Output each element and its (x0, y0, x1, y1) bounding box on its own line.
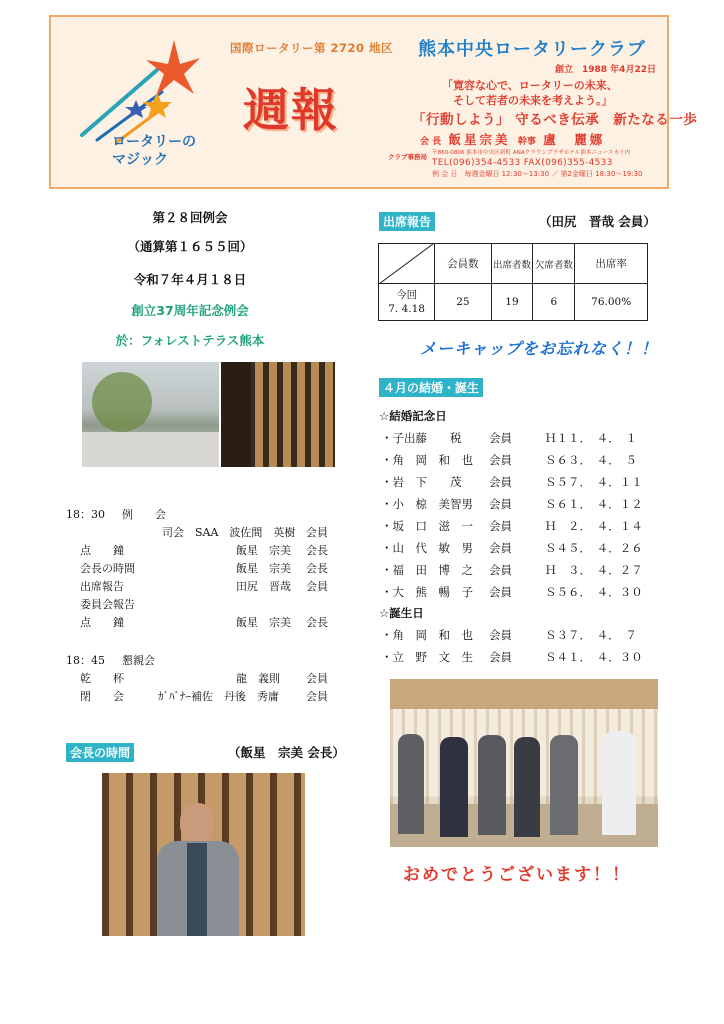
program-item (66, 560, 356, 576)
member-date: Ｓ４１． ４．３０ (545, 650, 643, 664)
meeting-date: 令和７年４月１８日 (133, 272, 247, 287)
program-title: 閉 会 (80, 690, 124, 703)
program-title: 出席報告 (80, 580, 124, 593)
list-item (381, 496, 661, 514)
list-item (381, 562, 661, 580)
newsletter-title: 週報 (243, 83, 339, 137)
program-person: 司会 SAA 波佐間 英樹 (162, 526, 296, 539)
program-title: 点 鐘 (80, 544, 124, 557)
program-item (66, 670, 356, 686)
member-name: ・坂 口 滋 一 (381, 519, 473, 533)
member-role: 会員 (489, 563, 512, 577)
makeup-reminder: メーキャップをお忘れなく！！ (420, 339, 659, 358)
magic-caption: ロータリーの マジック (112, 134, 196, 168)
program-person: 飯星 宗美 (236, 562, 291, 575)
value-rate: 76.00% (575, 284, 648, 321)
value-absent: 6 (533, 284, 575, 321)
birthday-title: ☆誕生日 (379, 606, 424, 620)
list-item (381, 518, 661, 536)
header-present: 出席者数 (491, 244, 533, 284)
list-item (381, 452, 661, 470)
program-person: ｶﾞﾊﾞﾅｰ補佐 丹後 秀庸 (158, 690, 279, 703)
program-title: 会長の時間 (80, 562, 135, 575)
wedding-title: ☆結婚記念日 (379, 409, 447, 423)
member-date: Ｓ５７． ４．１１ (545, 475, 643, 489)
row-label: 今回 7. 4.18 (379, 284, 435, 321)
motto-line-1: 「寛容な心で、ロータリーの未来、 (442, 79, 618, 92)
meeting-venue: 於：フォレストテラス熊本 (115, 333, 265, 348)
member-date: Ｈ１１． ４． １ (545, 431, 637, 445)
president-speech-photo (102, 773, 305, 936)
program-item (66, 542, 356, 558)
program-role: 会長 (306, 544, 328, 557)
member-role: 会員 (489, 475, 512, 489)
member-date: Ｓ６３． ４． ５ (545, 453, 637, 467)
list-item (381, 540, 661, 558)
header-absent: 欠席者数 (533, 244, 575, 284)
member-date: Ｓ６１． ４．１２ (545, 497, 643, 511)
member-date: Ｓ４５． ４．２６ (545, 541, 643, 555)
member-role: 会員 (489, 497, 512, 511)
program-role: 会員 (306, 690, 328, 703)
member-date: Ｓ３７． ４． ７ (545, 628, 637, 642)
member-role: 会員 (489, 650, 512, 664)
member-role: 会員 (489, 541, 512, 555)
member-name: ・大 熊 暢 子 (381, 585, 473, 599)
program-role: 会長 (306, 616, 328, 629)
program-item (66, 578, 356, 594)
member-name: ・山 代 敏 男 (381, 541, 473, 555)
club-name: 熊本中央ロータリークラブ (418, 39, 646, 60)
program-title: 例 会 (122, 508, 166, 521)
member-role: 会員 (489, 519, 512, 533)
member-role: 会員 (489, 453, 512, 467)
program-person: 飯星 宗美 (236, 616, 291, 629)
program-item (66, 506, 356, 522)
member-name: ・岩 下 茂 (381, 475, 462, 489)
member-date: Ｓ５６． ４．３０ (545, 585, 643, 599)
office-phone: TEL(096)354-4533 FAX(096)355-4533 (432, 158, 613, 168)
rotary-magic-star-logo-icon (62, 30, 202, 150)
list-item (381, 649, 661, 667)
diagonal-line-icon (379, 244, 433, 284)
list-item (381, 474, 661, 492)
program-title: 点 鐘 (80, 616, 124, 629)
program-title: 乾 杯 (80, 672, 124, 685)
program-item (66, 524, 356, 540)
district-label: 国際ロータリー第 2720 地区 (230, 41, 394, 55)
value-present: 19 (491, 284, 533, 321)
meeting-event: 創立37周年記念例会 (131, 303, 249, 318)
motto-line-2: そして若者の未来を考えよう。」 (453, 94, 613, 107)
meeting-number: 第２８回例会 (152, 210, 228, 225)
attendance-reporter: （田尻 晋哉 会員） (539, 214, 656, 229)
office-label: クラブ事務局 (388, 153, 427, 161)
member-name: ・角 岡 和 也 (381, 453, 473, 467)
president-time-label: 会長の時間 (66, 743, 134, 762)
office-address: 〒860-0806 熊本市中央区新町 ANAクラウンプラザホテル熊本ニュースカイ内 (432, 150, 631, 156)
program-role: 会員 (306, 580, 328, 593)
program-role: 会員 (306, 672, 328, 685)
member-name: ・立 野 文 生 (381, 650, 473, 664)
list-item (381, 430, 661, 448)
program-person: 飯星 宗美 (236, 544, 291, 557)
venue-wall-photo (221, 362, 335, 467)
program-title: 委員会報告 (80, 598, 135, 611)
member-name: ・福 田 博 之 (381, 563, 473, 577)
meeting-schedule: 例 会 日 毎週金曜日 12:30～13:30 ／ 第2金曜日 18:30～19:30 (432, 170, 643, 178)
list-item (381, 627, 661, 645)
program-item (66, 652, 356, 668)
attendance-table (378, 243, 648, 321)
venue-garden-photo (82, 362, 219, 467)
program-time: 18：30 (66, 508, 105, 521)
program-person: 田尻 晋哉 (236, 580, 291, 593)
member-date: Ｈ ３． ４．２７ (545, 563, 643, 577)
celebration-group-photo (390, 679, 658, 847)
header-members: 会員数 (435, 244, 491, 284)
attendance-label: 出席報告 (379, 212, 435, 231)
congrats-message: おめでとうございます！！ (403, 865, 631, 885)
officers: 会 長 飯星宗美 幹事 盧 麗娜 (420, 132, 606, 147)
program-item (66, 614, 356, 630)
value-members: 25 (435, 284, 491, 321)
april-label: ４月の結婚・誕生 (379, 378, 483, 397)
member-name: ・角 岡 和 也 (381, 628, 473, 642)
program-role: 会長 (306, 562, 328, 575)
attendance-corner-cell (379, 244, 435, 284)
program-title: 懇親会 (122, 654, 155, 667)
member-name: ・小 椋 美智男 (381, 497, 473, 511)
program-person: 龍 義則 (236, 672, 280, 685)
program-time: 18：45 (66, 654, 105, 667)
program-item (66, 688, 356, 704)
header-rate: 出席率 (575, 244, 648, 284)
member-date: Ｈ ２． ４．１４ (545, 519, 643, 533)
member-role: 会員 (489, 585, 512, 599)
member-name: ・子出藤 税 (381, 431, 462, 445)
list-item (381, 584, 661, 602)
program-item (66, 596, 356, 612)
meeting-total: （通算第１６５５回） (127, 239, 253, 254)
founded-date: 創立 1988 年4月22日 (555, 65, 656, 75)
member-role: 会員 (489, 431, 512, 445)
member-role: 会員 (489, 628, 512, 642)
president-time-speaker: （飯星 宗美 会長） (228, 745, 345, 760)
program-role: 会員 (306, 526, 328, 539)
slogan: 「行動しよう」 守るべき伝承 新たなる一歩 (412, 112, 698, 128)
